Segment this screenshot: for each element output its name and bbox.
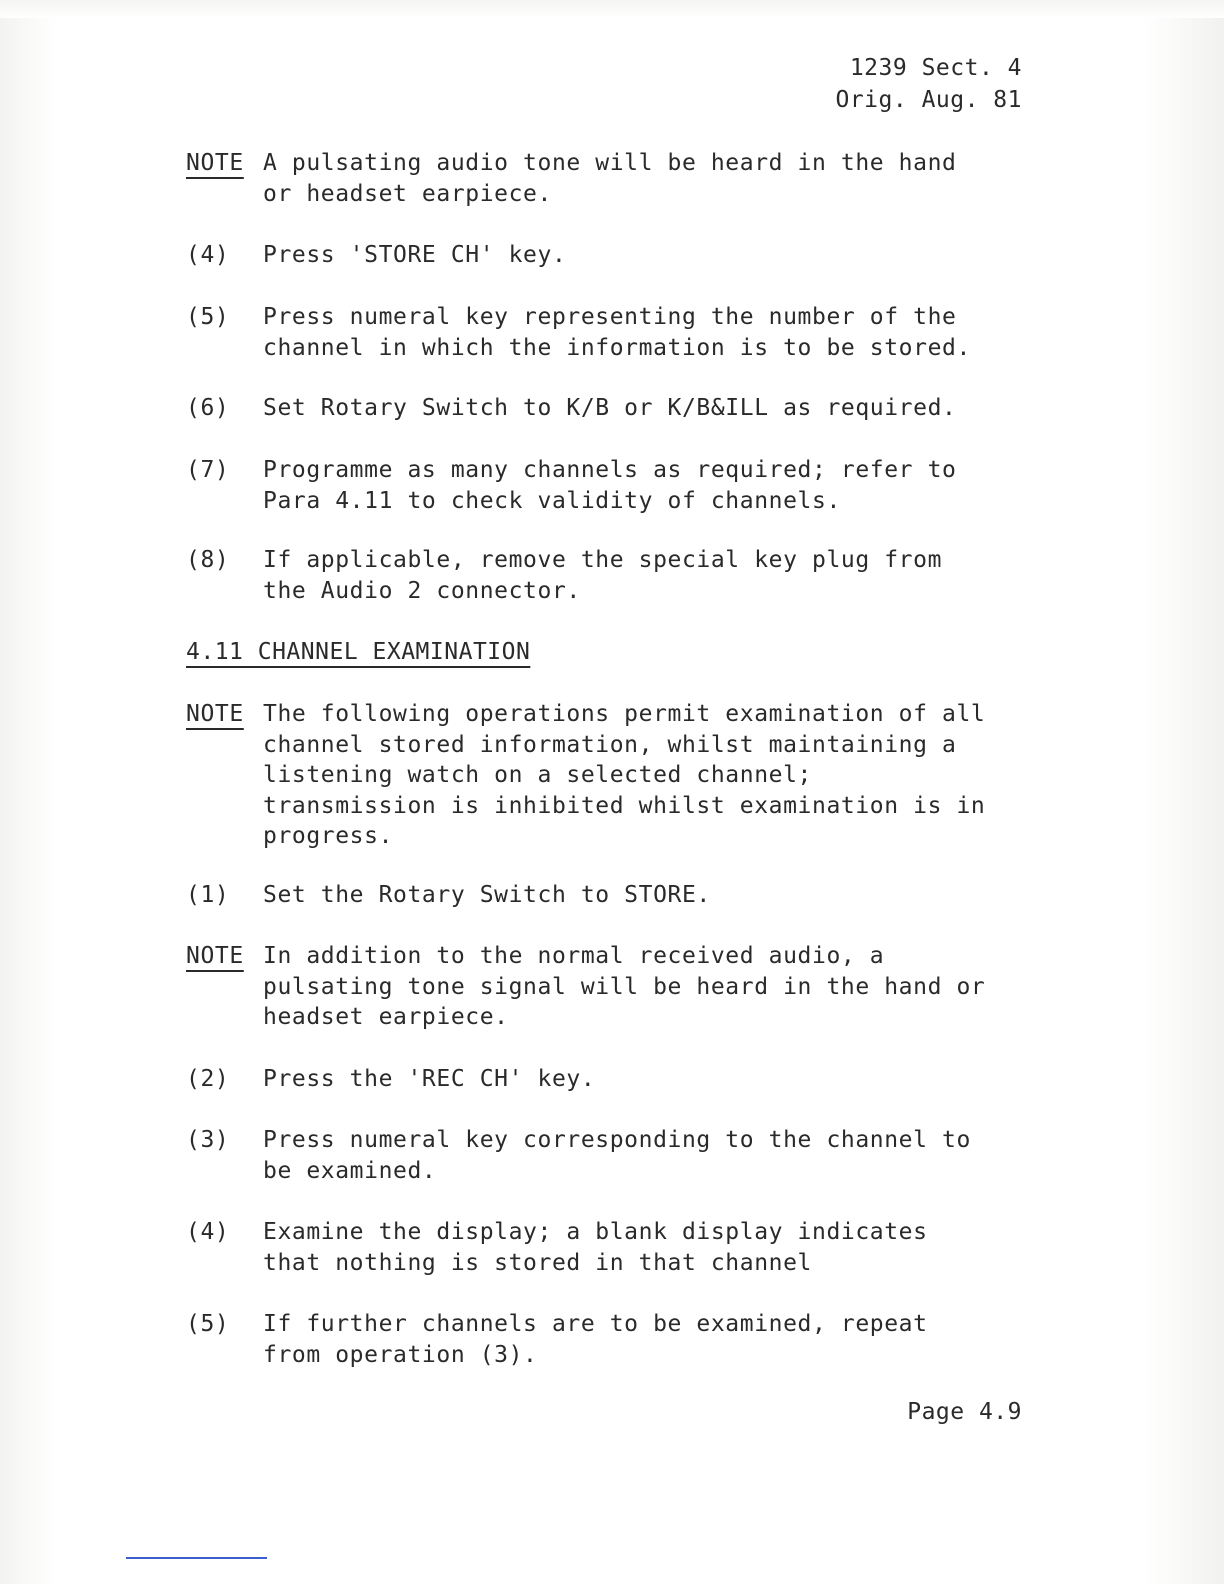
step-block bbox=[186, 302, 1036, 363]
step-number: (4) bbox=[186, 1219, 230, 1245]
step-text: If further channels are to be examined, repeat from operation (3). bbox=[263, 1311, 928, 1368]
section-heading: 4.11 CHANNEL EXAMINATION bbox=[186, 639, 531, 665]
page-edge-right bbox=[1144, 0, 1224, 1584]
step-number: (5) bbox=[186, 1311, 230, 1337]
step-number: (1) bbox=[186, 882, 230, 908]
step-block bbox=[186, 240, 1036, 271]
step-text: Set the Rotary Switch to STORE. bbox=[263, 882, 711, 908]
step-number: (3) bbox=[186, 1127, 230, 1153]
step-text: Press 'STORE CH' key. bbox=[263, 242, 567, 268]
note-block bbox=[186, 699, 1036, 852]
note-block bbox=[186, 148, 1036, 209]
step-number: (7) bbox=[186, 457, 230, 483]
step-block bbox=[186, 545, 1036, 606]
page-number: Page 4.9 bbox=[907, 1399, 1022, 1425]
page-edge-top bbox=[0, 0, 1224, 18]
note-text: The following operations permit examination of all channel stored information, whilst maintaining a listening watch on a selected channel; transmission is inhibited whilst examination is in progress. bbox=[263, 701, 986, 849]
step-text: Press the 'REC CH' key. bbox=[263, 1066, 596, 1092]
note-text: A pulsating audio tone will be heard in the hand or headset earpiece. bbox=[263, 150, 957, 207]
step-text: If applicable, remove the special key plug from the Audio 2 connector. bbox=[263, 547, 943, 604]
step-number: (6) bbox=[186, 395, 230, 421]
section-reference: 1239 Sect. 4 bbox=[849, 55, 1022, 81]
note-label: NOTE bbox=[186, 701, 244, 727]
step-text: Programme as many channels as required; refer to Para 4.11 to check validity of channels. bbox=[263, 457, 957, 514]
note-label: NOTE bbox=[186, 943, 244, 969]
step-block bbox=[186, 880, 1036, 911]
document-header bbox=[835, 52, 1022, 116]
step-block bbox=[186, 1309, 1036, 1370]
step-number: (2) bbox=[186, 1066, 230, 1092]
step-block bbox=[186, 393, 1036, 424]
origin-date: Orig. Aug. 81 bbox=[835, 87, 1022, 113]
step-number: (8) bbox=[186, 547, 230, 573]
note-label: NOTE bbox=[186, 150, 244, 176]
step-block bbox=[186, 1064, 1036, 1095]
step-number: (5) bbox=[186, 304, 230, 330]
step-number: (4) bbox=[186, 242, 230, 268]
step-text: Examine the display; a blank display indicates that nothing is stored in that channel bbox=[263, 1219, 928, 1276]
step-block bbox=[186, 1125, 1036, 1186]
step-block bbox=[186, 455, 1036, 516]
note-text: In addition to the normal received audio, a pulsating tone signal will be heard in the hand or headset earpiece. bbox=[263, 943, 986, 1030]
bottom-rule bbox=[126, 1557, 267, 1559]
note-block bbox=[186, 941, 1036, 1033]
step-text: Set Rotary Switch to K/B or K/B&ILL as required. bbox=[263, 395, 957, 421]
step-text: Press numeral key corresponding to the channel to be examined. bbox=[263, 1127, 971, 1184]
step-text: Press numeral key representing the number of the channel in which the information is to be stored. bbox=[263, 304, 971, 361]
step-block bbox=[186, 1217, 1036, 1278]
page-edge-left bbox=[0, 0, 60, 1584]
